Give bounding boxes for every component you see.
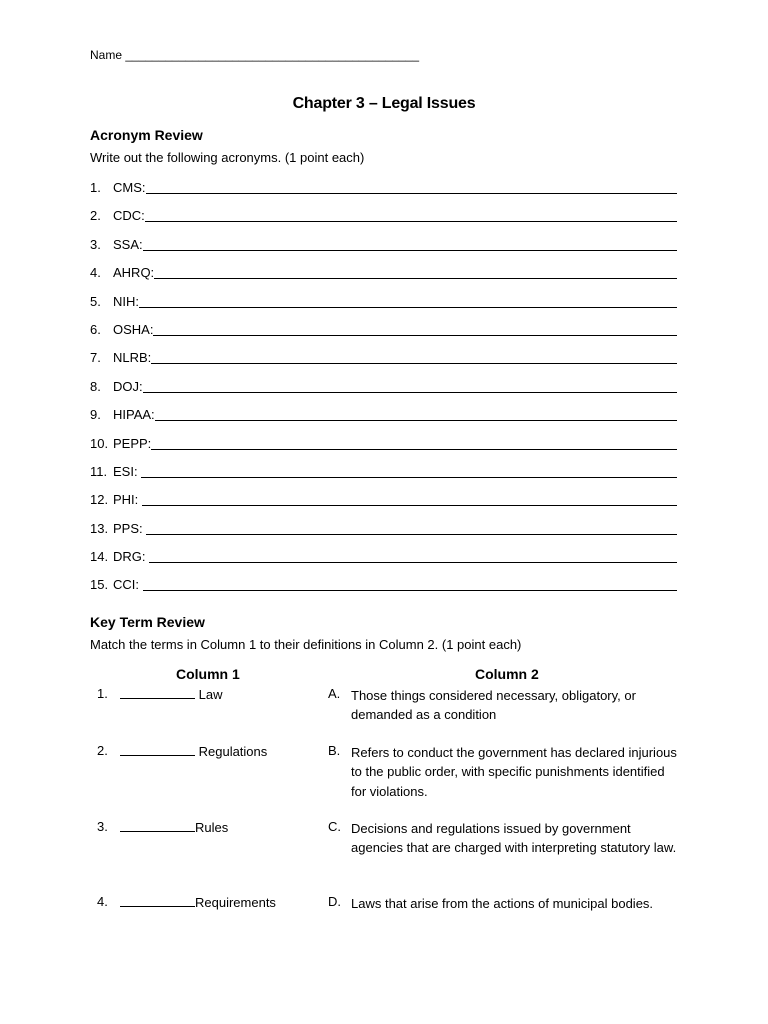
acronym-answer-blank[interactable] — [141, 464, 677, 478]
acronym-item — [90, 549, 680, 577]
acronym-answer-blank[interactable] — [146, 521, 677, 535]
term-label: Law — [195, 687, 223, 702]
acronym-number: 15. — [90, 577, 109, 593]
definition-text: Those things considered necessary, obligatory, or demanded as a condition — [351, 688, 636, 723]
term-answer-blank[interactable] — [120, 819, 195, 832]
acronym-item — [90, 492, 680, 520]
acronym-answer-blank[interactable] — [139, 294, 677, 308]
acronym-label: CDC: — [113, 208, 145, 224]
term-label: Rules — [195, 820, 229, 835]
term-answer-blank[interactable] — [120, 686, 195, 699]
acronym-answer-blank[interactable] — [151, 350, 677, 364]
acronym-label: CCI: — [113, 577, 143, 593]
acronym-answer-blank[interactable] — [142, 492, 677, 506]
definition-letter: A. — [328, 686, 341, 701]
acronym-item — [90, 294, 680, 322]
acronym-item — [90, 577, 680, 605]
acronym-number: 7. — [90, 350, 101, 366]
acronym-answer-blank[interactable] — [155, 407, 677, 421]
term-number: 2. — [97, 743, 108, 758]
acronym-item — [90, 464, 680, 492]
term-answer-blank[interactable] — [120, 894, 195, 907]
term-entry — [120, 819, 228, 835]
acronym-label: PPS: — [113, 520, 147, 536]
acronym-number: 14. — [90, 549, 109, 565]
column-2-heading: Column 2 — [475, 666, 539, 682]
acronym-list — [90, 180, 680, 606]
acronym-item — [90, 407, 680, 435]
acronym-label: HIPAA: — [113, 407, 155, 423]
acronym-label: DRG: — [113, 549, 150, 565]
name-blank[interactable]: ____________________________________________ — [125, 48, 419, 62]
acronym-instructions: Write out the following acronyms. (1 point each) — [90, 150, 365, 165]
acronym-label: PHI: — [113, 492, 142, 508]
definition-letter: C. — [328, 819, 341, 834]
acronym-number: 1. — [90, 180, 101, 195]
acronym-number: 3. — [90, 236, 101, 252]
definition-text: Decisions and regulations issued by government agencies that are charged with interpreting statutory law. — [351, 821, 677, 856]
key-term-review-heading: Key Term Review — [90, 614, 205, 630]
term-entry — [120, 894, 276, 910]
term-label: Regulations — [195, 744, 268, 759]
term-number: 1. — [97, 686, 108, 701]
acronym-label: ESI: — [113, 463, 142, 479]
acronym-item — [90, 322, 680, 350]
acronym-number: 13. — [90, 520, 109, 536]
acronym-number: 5. — [90, 293, 101, 309]
acronym-label: AHRQ: — [113, 265, 155, 281]
acronym-number: 12. — [90, 492, 109, 508]
acronym-answer-blank[interactable] — [143, 237, 677, 251]
term-entry — [120, 686, 222, 702]
acronym-label: PEPP: — [113, 435, 152, 451]
worksheet-page — [90, 0, 680, 1024]
acronym-number: 4. — [90, 265, 101, 281]
term-answer-blank[interactable] — [120, 743, 195, 756]
acronym-item — [90, 350, 680, 378]
acronym-answer-blank[interactable] — [153, 322, 677, 336]
definition-text: Refers to conduct the government has declared injurious to the public order, with specific punishments identified for violations. — [351, 745, 677, 799]
acronym-answer-blank[interactable] — [154, 265, 677, 279]
acronym-label: SSA: — [113, 236, 143, 252]
acronym-answer-blank[interactable] — [151, 436, 677, 450]
name-label: Name — [90, 48, 126, 62]
acronym-number: 9. — [90, 407, 101, 423]
acronym-item — [90, 521, 680, 549]
term-number: 3. — [97, 819, 108, 834]
acronym-number: 8. — [90, 378, 101, 394]
acronym-item — [90, 379, 680, 407]
acronym-label: DOJ: — [113, 378, 143, 394]
acronym-number: 11. — [90, 463, 108, 479]
acronym-answer-blank[interactable] — [143, 379, 677, 393]
acronym-item — [90, 208, 680, 236]
acronym-label: NIH: — [113, 293, 139, 309]
column-1-heading: Column 1 — [176, 666, 240, 682]
definition-letter: B. — [328, 743, 341, 758]
acronym-number: 2. — [90, 208, 101, 224]
key-term-instructions: Match the terms in Column 1 to their definitions in Column 2. (1 point each) — [90, 637, 522, 652]
acronym-answer-blank[interactable] — [146, 180, 678, 194]
term-number: 4. — [97, 894, 108, 909]
acronym-review-heading: Acronym Review — [90, 127, 203, 143]
acronym-answer-blank[interactable] — [149, 549, 677, 563]
acronym-item — [90, 180, 680, 208]
definition-text: Laws that arise from the actions of municipal bodies. — [351, 896, 654, 911]
acronym-label: CMS: — [113, 180, 146, 195]
acronym-answer-blank[interactable] — [145, 208, 677, 222]
acronym-number: 6. — [90, 321, 101, 337]
acronym-label: NLRB: — [113, 350, 152, 366]
definition-letter: D. — [328, 894, 341, 909]
acronym-answer-blank[interactable] — [143, 577, 677, 591]
term-entry — [120, 743, 267, 759]
acronym-number: 10. — [90, 435, 109, 451]
acronym-item — [90, 237, 680, 265]
term-label: Requirements — [195, 895, 276, 910]
page-title: Chapter 3 – Legal Issues — [292, 95, 476, 112]
acronym-item — [90, 436, 680, 464]
name-field[interactable] — [90, 48, 419, 62]
acronym-label: OSHA: — [113, 321, 154, 337]
acronym-item — [90, 265, 680, 293]
